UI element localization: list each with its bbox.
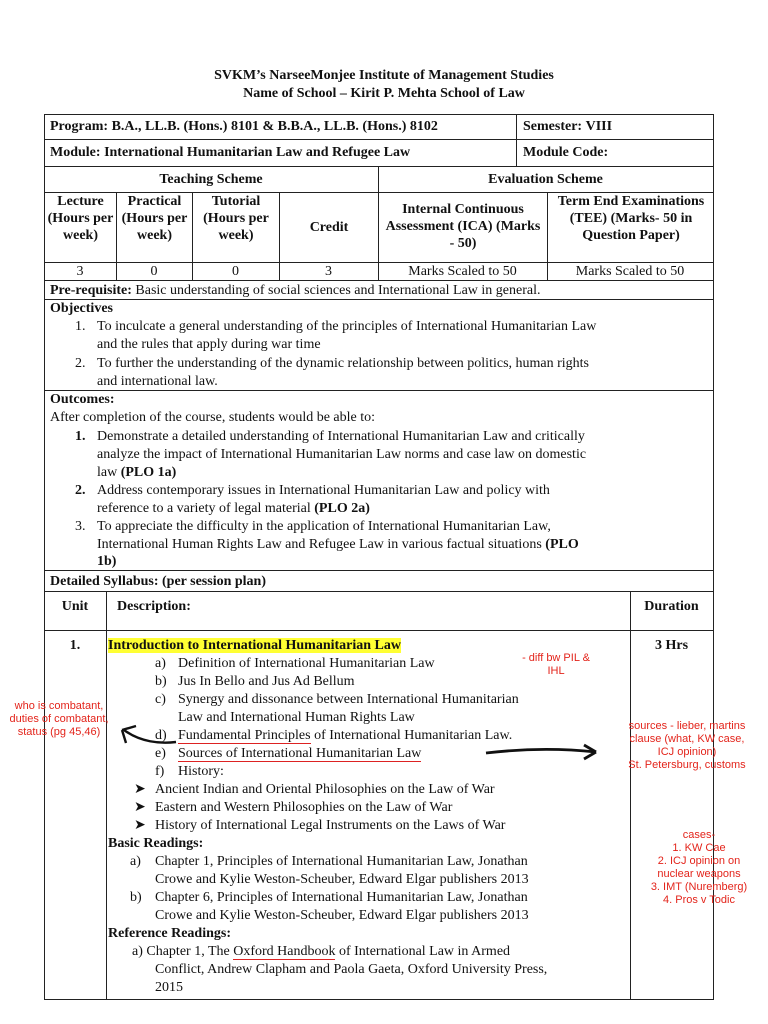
annotation-line: clause (what, KW case, — [629, 733, 745, 745]
reference-readings-title: Reference Readings: — [108, 926, 231, 941]
unit-number: 1. — [69, 638, 81, 653]
objectives-title: Objectives — [50, 301, 113, 316]
outcome-text: law — [97, 465, 118, 480]
reading-letter: b) — [130, 890, 142, 905]
objective-text: and international law. — [97, 374, 218, 389]
arrow-bullet-icon: ➤ — [134, 782, 146, 797]
tutorial-value: 0 — [232, 264, 239, 279]
outcome-num: 1. — [75, 429, 86, 444]
annotation-line: 3. IMT (Nuremberg) — [650, 881, 748, 893]
history-item: Ancient Indian and Oriental Philosophies on the Law of War — [155, 782, 495, 797]
reading-letter: a) — [130, 854, 141, 869]
topic-letter: a) — [155, 656, 166, 671]
outcome-text: reference to a variety of legal material — [97, 501, 311, 516]
outcome-text: analyze the impact of International Humanitarian Law norms and case law on domestic — [97, 447, 587, 462]
annotation-line: - diff bw PIL & — [522, 652, 590, 664]
lecture-header: Lecture (Hours per week) — [47, 194, 114, 243]
objective-text: To further the understanding of the dynamic relationship between politics, human rights — [97, 356, 590, 371]
outcome-plo: (PLO 1a) — [120, 465, 177, 480]
unit-duration: 3 Hrs — [654, 638, 689, 653]
topic-underlined: Fundamental Principles — [178, 728, 311, 743]
objective-num: 1. — [75, 319, 86, 334]
module-label: Module: — [50, 145, 101, 160]
objective-text: and the rules that apply during war time — [97, 337, 321, 352]
basic-readings-title: Basic Readings: — [108, 836, 204, 851]
arrow-left-icon — [122, 726, 176, 743]
lecture-value: 3 — [76, 264, 84, 279]
annotation-line: duties of combatant, — [9, 713, 109, 725]
unit-title: Introduction to International Humanitarian Law — [108, 638, 401, 653]
topic-text: Synergy and dissonance between International Humanitarian — [178, 692, 519, 707]
annotation-line: 2. ICJ opinion on — [657, 855, 741, 867]
history-item: History of International Legal Instruments on the Laws of War — [155, 818, 506, 833]
outcome-text: International Human Rights Law and Refugee Law in various factual situations — [97, 537, 542, 552]
arrow-bullet-icon: ➤ — [134, 800, 146, 815]
prerequisite-label: Pre-requisite: — [50, 283, 132, 298]
practical-header: Practical (Hours per week) — [121, 194, 188, 243]
topic-letter: d) — [155, 728, 167, 743]
arrow-bullet-icon: ➤ — [134, 818, 146, 833]
tutorial-header: Tutorial (Hours per week) — [203, 194, 269, 243]
tee-header: Term End Examinations (TEE) (Marks- 50 in Question Paper) — [557, 194, 705, 243]
semester-label: Semester: — [523, 119, 583, 134]
institute-title: SVKM’s NarseeMonjee Institute of Management Studies — [214, 68, 554, 83]
topic-text: Jus In Bello and Jus Ad Bellum — [178, 674, 355, 689]
outcome-num: 2. — [75, 483, 86, 498]
outcome-text: Demonstrate a detailed understanding of International Humanitarian Law and critically — [97, 429, 585, 444]
annotation-line: 1. KW Cae — [672, 842, 726, 854]
annotation-line: ICJ opinion) — [657, 746, 717, 758]
reading-text: Chapter 1, Principles of International Humanitarian Law, Jonathan — [155, 854, 528, 869]
topic-text: Law and International Human Rights Law — [178, 710, 415, 725]
topic-letter: e) — [155, 746, 166, 761]
reading-text: Crowe and Kylie Weston-Scheuber, Edward Elgar publishers 2013 — [155, 908, 529, 923]
reference-underlined: Oxford Handbook — [233, 944, 336, 959]
objective-text: To inculcate a general understanding of the principles of International Humanitarian Law — [97, 319, 597, 334]
reference-text: 2015 — [155, 980, 183, 995]
objective-num: 2. — [75, 356, 86, 371]
annotation-line: nuclear weapons — [657, 868, 741, 880]
syllabus-title: Detailed Syllabus: (per session plan) — [50, 574, 266, 589]
tee-value: Marks Scaled to 50 — [575, 264, 685, 279]
topic-underlined: Sources of International Humanitarian Law — [178, 746, 422, 761]
module-value: International Humanitarian Law and Refugee Law — [104, 145, 411, 160]
outcome-plo: (PLO 2a) — [314, 501, 370, 516]
ica-header: Internal Continuous Assessment (ICA) (Marks - 50) — [385, 202, 541, 251]
topic-text: Definition of International Humanitarian Law — [178, 656, 435, 671]
outcome-plo: 1b) — [97, 554, 117, 569]
reference-text: Conflict, Andrew Clapham and Paola Gaeta, Oxford University Press, — [155, 962, 548, 977]
outcome-text: To appreciate the difficulty in the application of International Humanitarian Law, — [97, 519, 551, 534]
col-duration: Duration — [644, 599, 699, 614]
outcome-plo: (PLO — [545, 537, 579, 552]
annotation-line: IHL — [547, 665, 565, 677]
ica-value: Marks Scaled to 50 — [408, 264, 517, 279]
topic-letter: f) — [155, 764, 165, 779]
program-value: B.A., LL.B. (Hons.) 8101 & B.B.A., LL.B. (Hons.) 8102 — [111, 119, 438, 134]
evaluation-scheme-title: Evaluation Scheme — [488, 172, 603, 187]
practical-value: 0 — [150, 264, 158, 279]
outcomes-intro: After completion of the course, students would be able to: — [50, 410, 376, 425]
credit-value: 3 — [325, 264, 332, 279]
outcome-num: 3. — [75, 519, 86, 534]
reading-text: Crowe and Kylie Weston-Scheuber, Edward Elgar publishers 2013 — [155, 872, 529, 887]
module-code-label: Module Code: — [523, 145, 609, 160]
topic-text: History: — [178, 764, 224, 779]
annotation-line: who is combatant, — [14, 700, 104, 712]
reference-text: a) Chapter 1, The — [132, 944, 234, 959]
prerequisite-value: Basic understanding of social sciences and International Law in general. — [135, 283, 541, 298]
annotation-line: cases- — [682, 829, 716, 841]
outcome-text: Address contemporary issues in International Humanitarian Law and policy with — [97, 483, 550, 498]
annotation-line: St. Petersburg, customs — [628, 759, 746, 771]
topic-letter: b) — [155, 674, 167, 689]
program-label: Program: — [50, 119, 109, 134]
annotation-line: sources - lieber, martins — [628, 720, 746, 732]
reference-text: of International Law in Armed — [335, 944, 511, 959]
teaching-scheme-title: Teaching Scheme — [159, 172, 263, 187]
annotation-line: status (pg 45,46) — [17, 726, 101, 738]
semester-value: VIII — [585, 119, 613, 134]
topic-text: of International Humanitarian Law. — [310, 728, 513, 743]
reading-text: Chapter 6, Principles of International Humanitarian Law, Jonathan — [155, 890, 528, 905]
outcomes-title: Outcomes: — [50, 392, 115, 407]
history-item: Eastern and Western Philosophies on the Law of War — [155, 800, 453, 815]
credit-header: Credit — [309, 220, 349, 235]
arrow-right-icon — [486, 745, 596, 759]
topic-letter: c) — [155, 692, 166, 707]
annotation-line: 4. Pros v Todic — [663, 894, 735, 906]
school-title: Name of School – Kirit P. Mehta School of Law — [243, 86, 525, 101]
col-description: Description: — [117, 599, 191, 614]
col-unit: Unit — [61, 599, 89, 614]
